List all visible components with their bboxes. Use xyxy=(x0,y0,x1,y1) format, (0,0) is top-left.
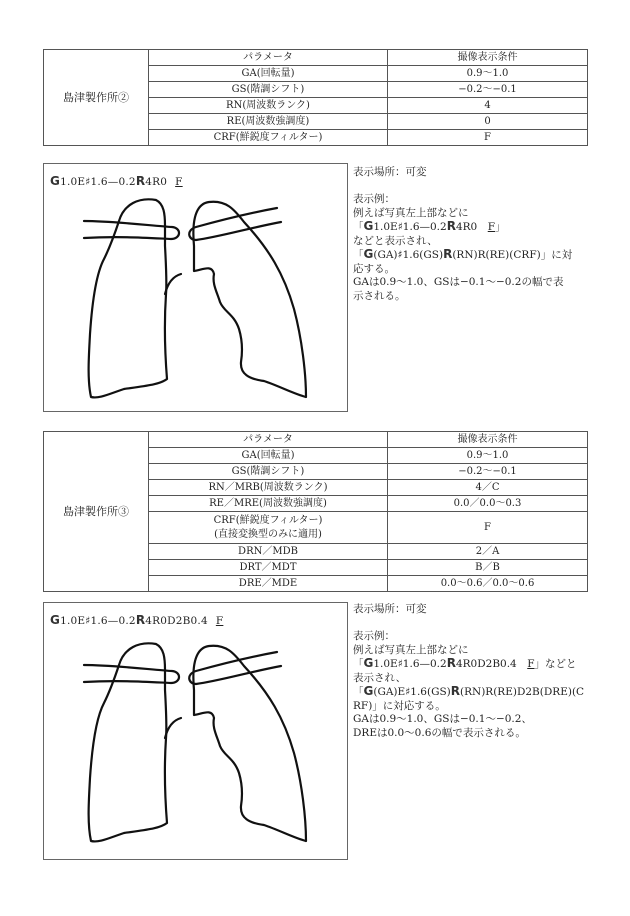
display-location: 表示場所：可変 xyxy=(353,603,427,615)
bracket: 「 xyxy=(353,249,364,261)
r-marker-icon: R xyxy=(135,174,146,188)
param-cell: GS(階調シフト) xyxy=(149,464,388,480)
crf-code: F xyxy=(487,221,496,233)
note-line: 示される。 xyxy=(353,289,406,302)
param-cell: GS(階調シフト) xyxy=(149,82,388,98)
param-cell: RE(周波数強調度) xyxy=(149,114,388,130)
example-heading: 表示例： xyxy=(353,630,395,642)
r-marker-icon: R xyxy=(450,684,460,698)
note-line: GAは0.9〜1.0、GSは−0.1〜−0.2の幅で表 xyxy=(353,276,564,288)
value-cell: F xyxy=(388,512,588,544)
g-marker-icon: G xyxy=(50,174,61,188)
mapping-part: (GA)♯1.6(GS) xyxy=(373,249,444,261)
param-cell: CRF(鮮鋭度フィルター) xyxy=(149,130,388,146)
maker-cell: 島津製作所③ xyxy=(44,432,149,592)
lung-outline-drawing xyxy=(44,603,349,861)
mapping-part: (GA)E♯1.6(GS) xyxy=(373,686,451,698)
value-cell: 0.0／0.0〜0.3 xyxy=(388,496,588,512)
r-marker-icon: R xyxy=(135,613,146,627)
crf-code: F xyxy=(175,176,183,188)
chest-xray-illustration-2 xyxy=(43,602,348,860)
note-line: などと表示され、 xyxy=(353,234,438,247)
g-marker-icon: G xyxy=(363,656,374,670)
code-part-2: 4R0 xyxy=(145,176,168,188)
code-part: 4R0 xyxy=(455,221,488,233)
crf-code: F xyxy=(527,658,535,670)
crf-code: F xyxy=(215,615,224,627)
note-line: 例えば写真左上部などに xyxy=(353,643,469,656)
lung-outline-drawing xyxy=(44,164,349,413)
mapping-line xyxy=(353,248,593,263)
note-line: DREは0.0〜0.6の幅で表示される。 xyxy=(353,726,526,739)
param-cell xyxy=(149,512,388,544)
value-cell: 2／A xyxy=(388,544,588,560)
note-line: 応する。 xyxy=(353,262,395,275)
value-cell: B／B xyxy=(388,560,588,576)
parameter-table-shimadzu-2 xyxy=(43,49,588,146)
value-cell: 0 xyxy=(388,114,588,130)
display-note-2 xyxy=(353,603,593,740)
header-param: パラメータ xyxy=(149,50,388,66)
param-line-1: CRF(鮮鋭度フィルター) xyxy=(213,514,323,526)
code-part-2: 4R0D2B0.4 xyxy=(145,615,208,627)
value-cell: F xyxy=(388,130,588,146)
mapping-part: (RN)R(RE)D2B(DRE)(C xyxy=(460,686,585,698)
table-header-row xyxy=(44,50,588,66)
param-cell: DRE／MDE xyxy=(149,576,388,592)
param-cell: GA(回転量) xyxy=(149,448,388,464)
mapping-part: (RN)R(RE)(CRF)」に対 xyxy=(452,249,573,261)
header-condition: 撮像表示条件 xyxy=(388,432,588,448)
g-marker-icon: G xyxy=(50,613,61,627)
value-cell: 4／C xyxy=(388,480,588,496)
maker-cell: 島津製作所② xyxy=(44,50,149,146)
note-line: 表示され、 xyxy=(353,671,407,684)
param-line-2: (直接変換型のみに適用) xyxy=(214,528,322,540)
code-part-1: 1.0E♯1.6—0.2 xyxy=(60,615,136,627)
r-marker-icon: R xyxy=(446,656,456,670)
r-marker-icon: R xyxy=(443,247,453,261)
code-part: 1.0E♯1.6—0.2 xyxy=(373,658,447,670)
param-cell: GA(回転量) xyxy=(149,66,388,82)
header-condition: 撮像表示条件 xyxy=(388,50,588,66)
example-code-line xyxy=(353,220,593,235)
g-marker-icon: G xyxy=(363,219,374,233)
code-part: 1.0E♯1.6—0.2 xyxy=(373,221,447,233)
param-cell: RN(周波数ランク) xyxy=(149,98,388,114)
g-marker-icon: G xyxy=(363,247,374,261)
parameter-table-shimadzu-3 xyxy=(43,431,588,592)
note-line: GAは0.9〜1.0、GSは−0.1〜−0.2、 xyxy=(353,713,532,725)
display-location: 表示場所：可変 xyxy=(353,166,427,178)
display-code-label xyxy=(50,613,223,627)
code-part: 4R0D2B0.4 xyxy=(455,658,528,670)
bracket: 「 xyxy=(353,686,364,698)
param-cell: RE／MRE(周波数強調度) xyxy=(149,496,388,512)
code-part-1: 1.0E♯1.6—0.2 xyxy=(60,176,136,188)
value-cell: −0.2〜−0.1 xyxy=(388,82,588,98)
note-line: RF)」に対応する。 xyxy=(353,699,446,712)
bracket: 」などと xyxy=(534,658,577,670)
param-cell: DRN／MDB xyxy=(149,544,388,560)
bracket: 「 xyxy=(353,221,364,233)
note-line: 例えば写真左上部などに xyxy=(353,206,469,219)
display-code-label xyxy=(50,174,183,188)
table-header-row xyxy=(44,432,588,448)
bracket: 」 xyxy=(495,221,506,233)
param-cell: DRT／MDT xyxy=(149,560,388,576)
mapping-line xyxy=(353,685,593,700)
example-heading: 表示例： xyxy=(353,193,395,205)
display-note-1 xyxy=(353,166,593,303)
header-param: パラメータ xyxy=(149,432,388,448)
value-cell: 0.9〜1.0 xyxy=(388,448,588,464)
bracket: 「 xyxy=(353,658,364,670)
value-cell: 0.0〜0.6／0.0〜0.6 xyxy=(388,576,588,592)
param-cell: RN／MRB(周波数ランク) xyxy=(149,480,388,496)
chest-xray-illustration-1 xyxy=(43,163,348,412)
value-cell: 4 xyxy=(388,98,588,114)
g-marker-icon: G xyxy=(363,684,374,698)
r-marker-icon: R xyxy=(446,219,456,233)
value-cell: −0.2〜−0.1 xyxy=(388,464,588,480)
example-code-line xyxy=(353,657,593,672)
value-cell: 0.9〜1.0 xyxy=(388,66,588,82)
